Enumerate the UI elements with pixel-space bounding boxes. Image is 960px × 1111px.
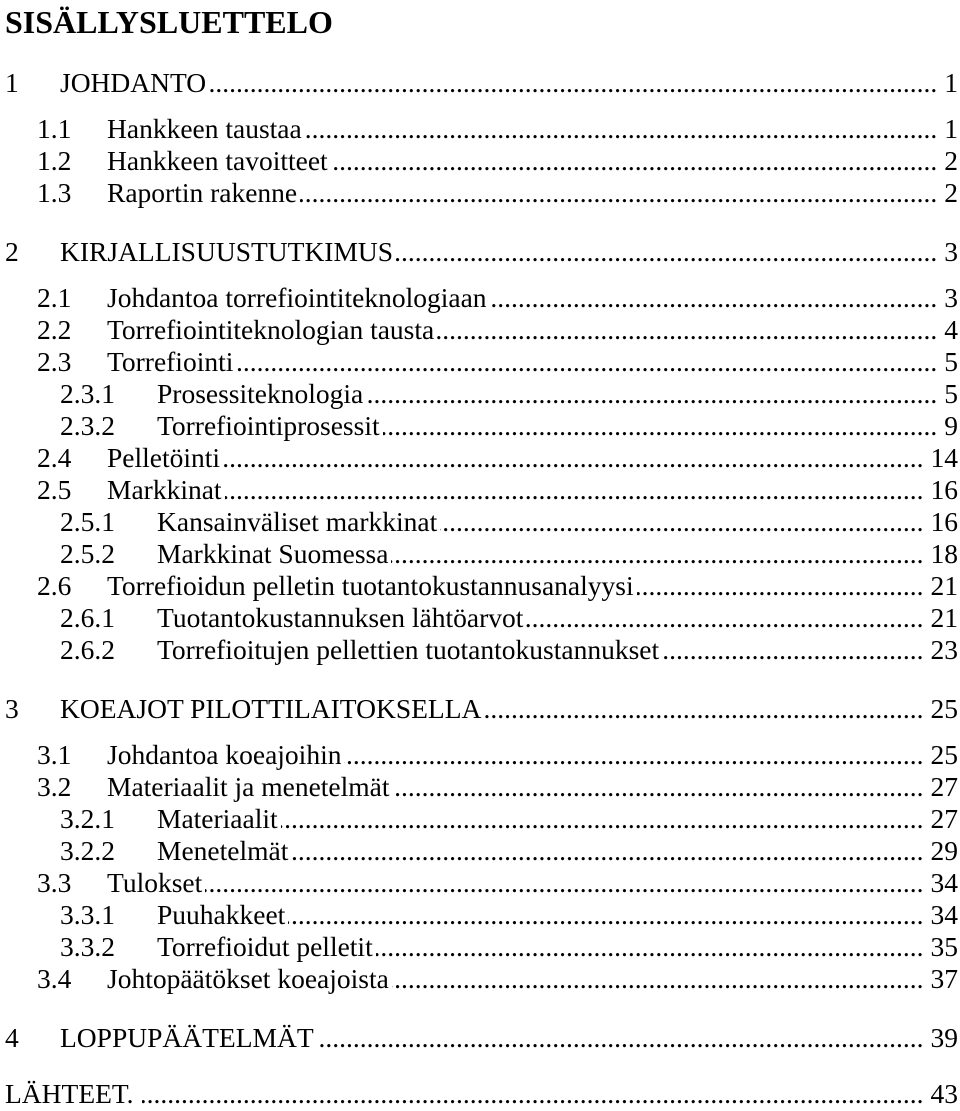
toc-entry-page-number: 29 [930, 835, 958, 866]
toc-entry-title: Tulokset [107, 867, 203, 898]
toc-section-3-4 [0, 963, 958, 995]
toc-entry-number: 2.6 [37, 570, 72, 601]
toc-entry-page-number: 5 [944, 378, 958, 409]
toc-entry-number: 2.3.1 [60, 378, 115, 409]
toc-entry-number: 3.3 [37, 867, 72, 898]
toc-subsection-2-6-2 [0, 634, 958, 666]
toc-leader-dots [396, 236, 937, 268]
toc-leader-dots [291, 835, 923, 867]
toc-entry-title: Pelletöinti [107, 442, 221, 473]
toc-entry-title: Materiaalit ja menetelmät [107, 771, 390, 802]
toc-entry-title: JOHDANTO [60, 67, 207, 98]
toc-section-1-2 [0, 145, 958, 177]
toc-leader-dots [526, 602, 923, 634]
toc-entry-title: Torrefiointiteknologian tausta [107, 314, 435, 345]
toc-entry-title: Markkinat [107, 474, 222, 505]
toc-entry-page-number: 37 [930, 963, 958, 994]
toc-entry-title: Johtopäätökset koeajoista [107, 963, 389, 994]
toc-entry-page-number: 5 [944, 346, 958, 377]
toc-leader-dots [490, 282, 938, 314]
toc-section-2-4 [0, 442, 958, 474]
toc-entry-page-number: 39 [930, 1022, 958, 1053]
toc-entry-number: 2.4 [37, 442, 72, 473]
toc-section-2-1 [0, 282, 958, 314]
toc-leader-dots [205, 867, 923, 899]
toc-entry-page-number: 25 [930, 693, 958, 724]
toc-entry-number: 2.6.1 [60, 602, 115, 633]
toc-leader-dots [392, 963, 924, 995]
toc-entry-page-number: 25 [930, 739, 958, 770]
toc-section-2-6 [0, 570, 958, 602]
toc-subsection-2-3-2 [0, 410, 958, 442]
toc-entry-number: 3.2.2 [60, 835, 115, 866]
toc-entry-title: Hankkeen taustaa [107, 113, 302, 144]
toc-entry-page-number: 18 [930, 538, 958, 569]
toc-leader-dots [300, 177, 937, 209]
toc-leader-dots [391, 538, 923, 570]
toc-entry-title: Puuhakkeet [157, 899, 286, 930]
toc-leader-dots [331, 145, 938, 177]
toc-section-1-3 [0, 177, 958, 209]
toc-entry-title: Tuotantokustannuksen lähtöarvot [157, 602, 524, 633]
toc-entry-title: KOEAJOT PILOTTILAITOKSELLA [60, 693, 482, 724]
toc-entry-number: 2.5.2 [60, 538, 115, 569]
toc-subsection-2-6-1 [0, 602, 958, 634]
toc-entry-page-number: 14 [930, 442, 958, 473]
toc-entry-page-number: 1 [944, 67, 958, 98]
toc-entry-number: 3.1 [37, 739, 72, 770]
toc-entry-number: 1.2 [37, 145, 72, 176]
toc-section-3-2 [0, 771, 958, 803]
toc-entry-page-number: 21 [930, 602, 958, 633]
toc-subsection-2-3-1 [0, 378, 958, 410]
toc-entry-number: 3.2 [37, 771, 72, 802]
toc-leader-dots [376, 931, 924, 963]
toc-leader-dots [209, 67, 937, 99]
document-title: SISÄLLYSLUETTELO [5, 4, 333, 40]
toc-entry-number: 1 [5, 67, 19, 98]
toc-leader-dots [236, 346, 937, 378]
toc-entry-page-number: 43 [930, 1078, 958, 1109]
toc-entry-number: 1.1 [37, 113, 72, 144]
toc-entry-number: 1.3 [37, 177, 72, 208]
toc-entry-title: Materiaalit [157, 803, 278, 834]
toc-entry-page-number: 21 [930, 570, 958, 601]
toc-leader-dots [662, 634, 923, 666]
toc-leader-dots [366, 378, 937, 410]
toc-entry-title: Torrefiointi [107, 346, 234, 377]
toc-entry-number: 4 [5, 1022, 19, 1053]
toc-entry-page-number: 27 [930, 771, 958, 802]
toc-entry-page-number: 2 [944, 145, 958, 176]
toc-entry-page-number: 23 [930, 634, 958, 665]
toc-entry-number: 2 [5, 236, 19, 267]
toc-entry-title: LÄHTEET. [5, 1078, 134, 1109]
toc-subsection-3-3-2 [0, 931, 958, 963]
toc-chapter-3 [0, 693, 958, 725]
toc-entry-title: Raportin rakenne [107, 177, 298, 208]
toc-entry-title: KIRJALLISUUSTUTKIMUS [60, 236, 394, 267]
toc-entry-page-number: 1 [944, 113, 958, 144]
toc-entry-number: 2.3.2 [60, 410, 115, 441]
toc-leader-dots [484, 693, 923, 725]
toc-entry-number: 2.5.1 [60, 506, 115, 537]
table-of-contents [0, 67, 958, 1110]
toc-entry-page-number: 3 [944, 236, 958, 267]
toc-entry-number: 3.4 [37, 963, 72, 994]
toc-entry-number: 3.3.2 [60, 931, 115, 962]
toc-section-1-1 [0, 113, 958, 145]
toc-subsection-3-2-2 [0, 835, 958, 867]
toc-leader-dots [225, 474, 924, 506]
toc-entry-page-number: 34 [930, 899, 958, 930]
toc-entry-page-number: 35 [930, 931, 958, 962]
toc-entry-title: Johdantoa torrefiointiteknologiaan [107, 282, 487, 313]
toc-chapter-2 [0, 236, 958, 268]
toc-entry-number: 2.3 [37, 346, 72, 377]
toc-entry-title: Kansainväliset markkinat [157, 506, 438, 537]
toc-entry-number: 2.5 [37, 474, 72, 505]
toc-entry-title: Hankkeen tavoitteet [107, 145, 328, 176]
toc-leader-dots [344, 739, 923, 771]
toc-leader-dots [288, 899, 923, 931]
toc-entry-number: 3 [5, 693, 19, 724]
toc-subsection-2-5-1 [0, 506, 958, 538]
toc-section-2-3 [0, 346, 958, 378]
toc-entry-title: Johdantoa koeajoihin [107, 739, 342, 770]
toc-entry-number: 2.6.2 [60, 634, 115, 665]
toc-leader-dots [393, 771, 924, 803]
toc-leader-dots [437, 314, 937, 346]
toc-chapter-1 [0, 67, 958, 99]
toc-leader-dots [281, 803, 924, 835]
toc-entry-page-number: 16 [930, 474, 958, 505]
toc-entry-title: Menetelmät [157, 835, 289, 866]
toc-entry-title: Torrefioidut pelletit [157, 931, 373, 962]
toc-entry-title: Markkinat Suomessa [157, 538, 389, 569]
toc-entry-number: 3.2.1 [60, 803, 115, 834]
toc-entry-title: Torrefioidun pelletin tuotantokustannusanalyysi [107, 570, 634, 601]
toc-leader-dots [383, 410, 938, 442]
toc-leader-dots [440, 506, 923, 538]
toc-entry-title: Prosessiteknologia [157, 378, 364, 409]
toc-entry-title: LOPPUPÄÄTELMÄT [60, 1022, 314, 1053]
toc-entry-number: 2.1 [37, 282, 72, 313]
toc-entry-page-number: 34 [930, 867, 958, 898]
toc-entry-number: 2.2 [37, 314, 72, 345]
toc-leader-dots [223, 442, 923, 474]
toc-entry-page-number: 27 [930, 803, 958, 834]
toc-leader-dots [305, 113, 938, 145]
toc-entry-page-number: 4 [944, 314, 958, 345]
toc-subsection-2-5-2 [0, 538, 958, 570]
toc-leader-dots [637, 570, 924, 602]
toc-leader-dots [317, 1022, 924, 1054]
toc-entry-page-number: 2 [944, 177, 958, 208]
toc-section-2-5 [0, 474, 958, 506]
toc-section-2-2 [0, 314, 958, 346]
toc-entry-page-number: 9 [944, 410, 958, 441]
toc-entry-page-number: 16 [930, 506, 958, 537]
toc-entry-title: Torrefiointiprosessit [157, 410, 380, 441]
toc-section-3-3 [0, 867, 958, 899]
toc-entry-page-number: 3 [944, 282, 958, 313]
toc-entry-title: Torrefioitujen pellettien tuotantokustannukset [157, 634, 660, 665]
toc-references [0, 1078, 958, 1110]
toc-subsection-3-2-1 [0, 803, 958, 835]
toc-leader-dots [142, 1078, 924, 1110]
toc-chapter-4 [0, 1022, 958, 1054]
toc-subsection-3-3-1 [0, 899, 958, 931]
toc-entry-number: 3.3.1 [60, 899, 115, 930]
toc-section-3-1 [0, 739, 958, 771]
